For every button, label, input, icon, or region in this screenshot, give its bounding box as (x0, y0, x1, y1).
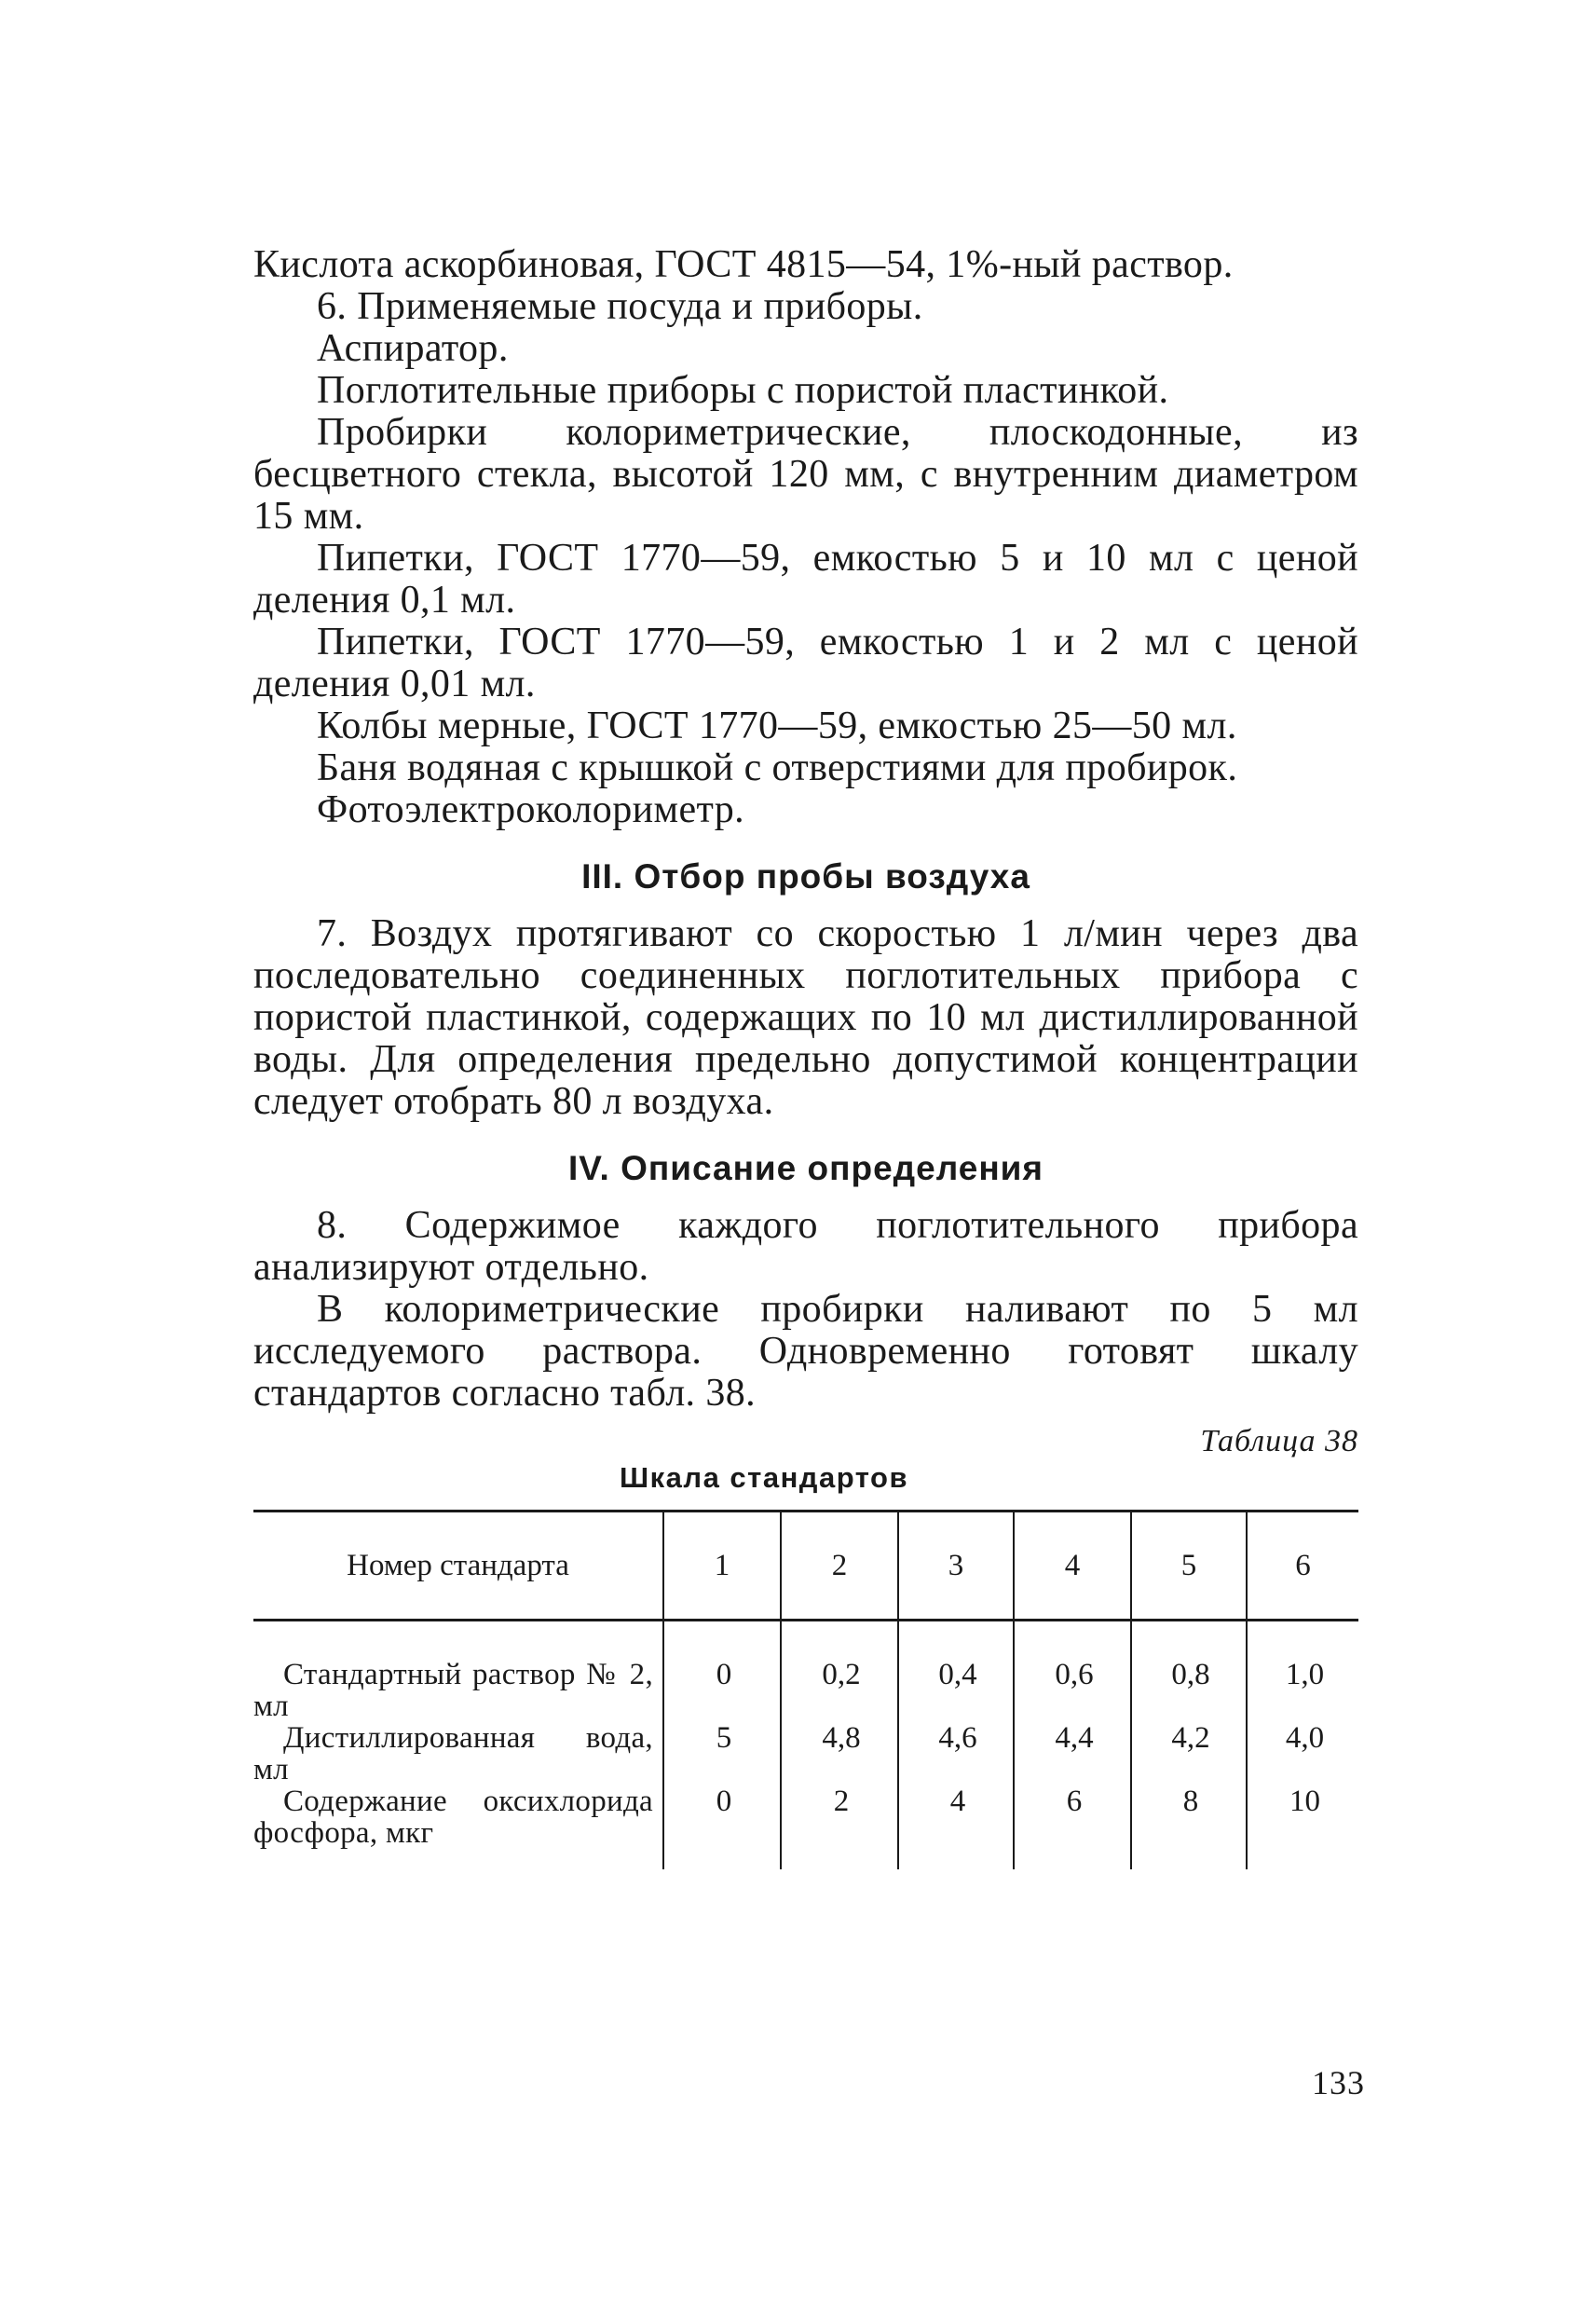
table-cell: 4 (898, 1785, 1014, 1869)
paragraph-water-bath: Баня водяная с крышкой с отверстиями для пробирок. (317, 746, 1238, 789)
header-col-5: 5 (1131, 1512, 1247, 1621)
header-col-2: 2 (781, 1512, 898, 1621)
page-number: 133 (1312, 2064, 1365, 2101)
section-heading-sampling: III. Отбор пробы воздуха (581, 857, 1030, 896)
standards-table (253, 1510, 1358, 1869)
section-heading-method: IV. Описание определения (567, 1149, 1044, 1187)
header-col-4: 4 (1014, 1512, 1131, 1621)
paragraph-pipettes-2: Пипетки, ГОСТ 1770—59, емкостью 1 и 2 мл с ценой деления 0,01 мл. (253, 621, 1358, 705)
paragraph-photocolorimeter: Фотоэлектроколориметр. (317, 788, 745, 831)
table-row (253, 1722, 1358, 1785)
table-caption: Таблица 38 (1200, 1424, 1358, 1458)
table-cell: 4,6 (898, 1722, 1014, 1785)
table-cell: 2 (781, 1785, 898, 1869)
paragraph-aspirator: Аспиратор. (317, 327, 509, 370)
table-cell: 0,2 (781, 1621, 898, 1723)
page-body (253, 244, 1358, 1869)
paragraph-item-8: 8. Содержимое каждого поглотительного прибора анализируют отдельно. (253, 1204, 1358, 1289)
header-standard-number: Номер стандарта (347, 1549, 569, 1582)
table-cell: 0 (663, 1785, 781, 1869)
table-cell: 8 (1131, 1785, 1247, 1869)
table-row (253, 1621, 1358, 1723)
row-label-standard-solution: Стандартный раствор № 2, мл (253, 1658, 653, 1723)
row-label-distilled-water: Дистиллированная вода, мл (253, 1721, 653, 1786)
table-cell: 6 (1014, 1785, 1131, 1869)
table-header-row (253, 1512, 1358, 1621)
paragraph-item-7: 7. Воздух протягивают со скоростью 1 л/мин через два последовательно соединенных поглотительных прибора с пористой пластинкой, содержащих по 10 мл дистиллированной воды. Для определения предельно допустимой концентрации следует отобрать 80 л воздуха. (253, 912, 1358, 1123)
table-cell: 4,2 (1131, 1722, 1247, 1785)
table-cell: 1,0 (1247, 1621, 1358, 1723)
paragraph-absorbers: Поглотительные приборы с пористой пластинкой. (317, 369, 1169, 412)
table-cell: 0,8 (1131, 1621, 1247, 1723)
table-cell: 4,0 (1247, 1722, 1358, 1785)
table-cell: 4,8 (781, 1722, 898, 1785)
header-col-6: 6 (1247, 1512, 1358, 1621)
paragraph-pipettes-1: Пипетки, ГОСТ 1770—59, емкостью 5 и 10 мл с ценой деления 0,1 мл. (253, 537, 1358, 622)
table-cell: 4,4 (1014, 1722, 1131, 1785)
paragraph-test-tubes: Пробирки колориметрические, плоскодонные, из бесцветного стекла, высотой 120 мм, с внутренним диаметром 15 мм. (253, 411, 1358, 538)
table-row (253, 1785, 1358, 1869)
table-title: Шкала стандартов (619, 1461, 909, 1494)
row-label-phosphorus-oxychloride: Содержание оксихлорида фосфора, мкг (253, 1785, 653, 1850)
table-cell: 5 (663, 1722, 781, 1785)
table-cell: 10 (1247, 1785, 1358, 1869)
table-cell: 0 (663, 1621, 781, 1723)
paragraph-item-6: 6. Применяемые посуда и приборы. (317, 285, 923, 328)
paragraph-flasks: Колбы мерные, ГОСТ 1770—59, емкостью 25—50 мл. (317, 705, 1237, 747)
header-col-1: 1 (663, 1512, 781, 1621)
paragraph-preparation: В колориметрические пробирки наливают по 5 мл исследуемого раствора. Одновременно готовят шкалу стандартов согласно табл. 38. (253, 1288, 1358, 1415)
table-cell: 0,4 (898, 1621, 1014, 1723)
paragraph-ascorbic-acid: Кислота аскорбиновая, ГОСТ 4815—54, 1%-ный раствор. (253, 243, 1234, 286)
table-cell: 0,6 (1014, 1621, 1131, 1723)
header-col-3: 3 (898, 1512, 1014, 1621)
